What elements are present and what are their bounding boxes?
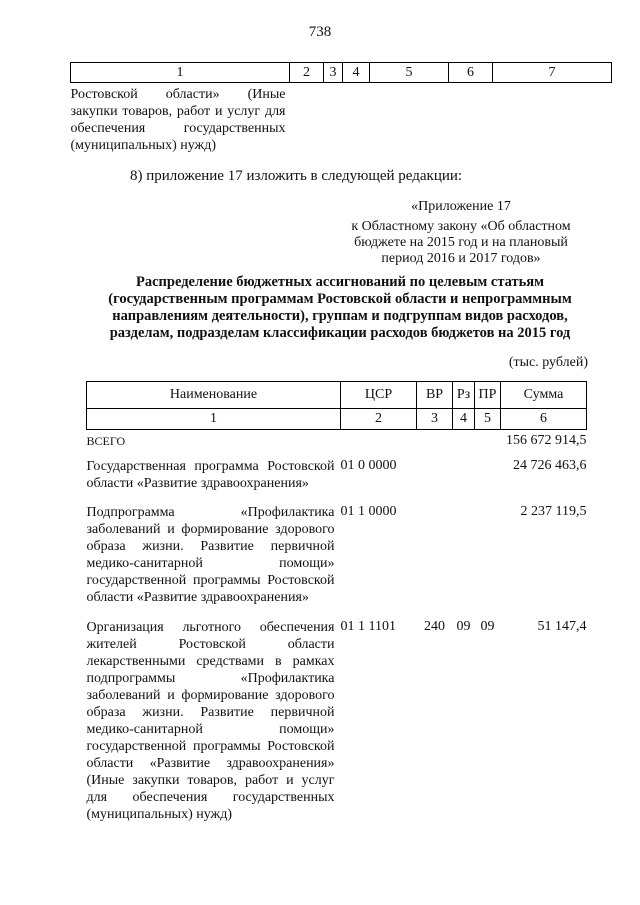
table-row (87, 492, 587, 606)
top-table-continuation-row (71, 83, 612, 155)
top-header-cell: 2 (290, 63, 324, 83)
top-continuation-table (70, 62, 612, 154)
top-header-cell: 1 (71, 63, 290, 83)
table-row (87, 450, 587, 492)
row-vr (417, 430, 453, 451)
index-cell: 4 (453, 409, 475, 430)
row-csr: 01 0 0000 (340, 458, 397, 473)
top-header-cell: 4 (343, 63, 370, 83)
index-cell: 5 (475, 409, 501, 430)
header-sum: Сумма (501, 382, 587, 409)
index-cell: 3 (417, 409, 453, 430)
header-csr: ЦСР (341, 382, 417, 409)
index-cell: 2 (341, 409, 417, 430)
index-cell: 6 (501, 409, 587, 430)
header-name: Наименование (87, 382, 341, 409)
row-name: ВСЕГО (86, 434, 126, 448)
row-vr (417, 450, 453, 492)
row-sum: 24 726 463,6 (513, 458, 587, 473)
row-pr (475, 450, 501, 492)
document-heading: Распределение бюджетных ассигнований по целевым статьям (государственным программам Ростовской области и непрограммным направлениям деятельности), группам и подгруппам видов расходов, разделам, подразделам классификации расходов бюджетов на 2015 год (108, 274, 572, 341)
row-rz: 09 (456, 619, 471, 634)
top-header-cell: 5 (370, 63, 449, 83)
top-table-header-row (71, 63, 612, 83)
row-csr: 01 1 0000 (340, 504, 397, 519)
budget-table (86, 381, 587, 823)
row-pr (475, 492, 501, 606)
row-rz (453, 430, 475, 451)
table-index-row (87, 409, 587, 430)
table-row (87, 606, 587, 823)
header-pr: ПР (475, 382, 501, 409)
header-vr: ВР (417, 382, 453, 409)
row-vr: 240 (424, 619, 445, 634)
top-header-cell: 3 (324, 63, 343, 83)
continuation-text: Ростовской области» (Иные закупки товаров, работ и услуг для обеспечения государственных (муниципальных) нужд) (70, 87, 286, 153)
row-name: Государственная программа Ростовской области «Развитие здравоохранения» (86, 459, 335, 491)
row-rz (453, 492, 475, 606)
appendix-subtitle: к Областному закону «Об областном бюджете на 2015 год и на плановый период 2016 и 2017 годов» (351, 219, 571, 266)
header-rz: Рз (453, 382, 475, 409)
top-header-cell: 6 (449, 63, 493, 83)
amendment-paragraph: 8) приложение 17 изложить в следующей редакции: (130, 168, 463, 184)
row-csr: 01 1 1101 (340, 619, 396, 634)
row-pr (475, 430, 501, 451)
top-header-cell: 7 (493, 63, 612, 83)
table-header-row (87, 382, 587, 409)
row-sum: 156 672 914,5 (506, 433, 587, 448)
appendix-title: «Приложение 17 (411, 199, 511, 214)
appendix-block (335, 199, 587, 267)
table-row (87, 430, 587, 451)
row-csr (341, 430, 417, 451)
units-label: (тыс. рублей) (508, 355, 588, 370)
page-number: 738 (308, 24, 332, 40)
row-sum: 2 237 119,5 (520, 504, 587, 519)
row-name: Подпрограмма «Профилактика заболеваний и формирование здорового образа жизни. Развитие первичной медико-санитарной помощи» государственной программы Ростовской области «Развитие здравоохранения» (86, 505, 335, 605)
index-cell: 1 (87, 409, 341, 430)
row-pr: 09 (480, 619, 495, 634)
row-vr (417, 492, 453, 606)
row-sum: 51 147,4 (537, 619, 587, 634)
row-rz (453, 450, 475, 492)
row-name: Организация льготного обеспечения жителей Ростовской области лекарственными средствами в рамках подпрограммы «Профилактика заболеваний и формирование здорового образа жизни. Развитие первичной медико-санитарной помощи» государственной программы Ростовской области «Развитие здравоохранения» (Иные закупки товаров, работ и услуг для обеспечения государственных (муниципальных) нужд) (86, 620, 335, 822)
